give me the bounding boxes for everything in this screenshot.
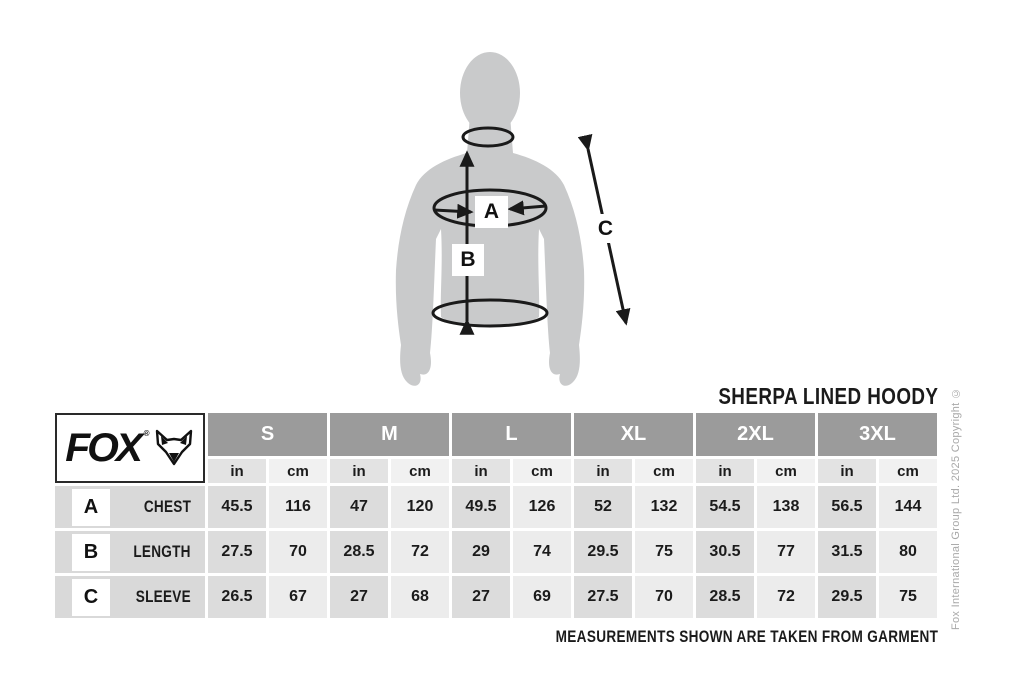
value-cell: 47 [330, 486, 388, 528]
unit-header-cm: cm [269, 459, 327, 483]
row-key-c: C [72, 579, 110, 616]
value-cell: 30.5 [696, 531, 754, 573]
row-header-length [55, 531, 205, 573]
page-title: SHERPA LINED HOODY [717, 383, 938, 409]
unit-header-in: in [208, 459, 266, 483]
size-header-l: L [452, 413, 571, 456]
value-cell: 70 [635, 576, 693, 618]
fox-logo [55, 413, 205, 483]
value-cell: 49.5 [452, 486, 510, 528]
value-cell: 28.5 [696, 576, 754, 618]
value-cell: 26.5 [208, 576, 266, 618]
registered-mark: ® [143, 429, 150, 438]
value-cell: 74 [513, 531, 571, 573]
value-cell: 126 [513, 486, 571, 528]
diagram-label-a-text: A [483, 200, 500, 223]
value-cell: 27 [330, 576, 388, 618]
value-cell: 80 [879, 531, 937, 573]
value-cell: 27.5 [208, 531, 266, 573]
unit-header-in: in [818, 459, 876, 483]
value-cell: 132 [635, 486, 693, 528]
unit-header-cm: cm [757, 459, 815, 483]
value-cell: 68 [391, 576, 449, 618]
value-cell: 52 [574, 486, 632, 528]
value-cell: 72 [391, 531, 449, 573]
value-cell: 116 [269, 486, 327, 528]
unit-header-cm: cm [391, 459, 449, 483]
unit-header-in: in [452, 459, 510, 483]
value-cell: 56.5 [818, 486, 876, 528]
unit-header-in: in [574, 459, 632, 483]
diagram-label-a [475, 196, 508, 228]
value-cell: 27.5 [574, 576, 632, 618]
value-cell: 120 [391, 486, 449, 528]
value-cell: 45.5 [208, 486, 266, 528]
fox-head-icon [154, 429, 194, 467]
row-label-length: LENGTH [133, 542, 191, 561]
diagram-label-b [452, 244, 484, 276]
unit-header-in: in [696, 459, 754, 483]
value-cell: 70 [269, 531, 327, 573]
value-cell: 31.5 [818, 531, 876, 573]
diagram-label-c-text: C [597, 216, 614, 240]
row-header-sleeve [55, 576, 205, 618]
value-cell: 72 [757, 576, 815, 618]
row-header-chest [55, 486, 205, 528]
measurement-note: MEASUREMENTS SHOWN ARE TAKEN FROM GARMENT [555, 627, 938, 646]
value-cell: 28.5 [330, 531, 388, 573]
diagram-label-c [592, 214, 619, 243]
unit-header-in: in [330, 459, 388, 483]
value-cell: 29.5 [818, 576, 876, 618]
value-cell: 29 [452, 531, 510, 573]
diagram-label-b-text: B [460, 248, 476, 271]
unit-header-cm: cm [635, 459, 693, 483]
unit-header-cm: cm [513, 459, 571, 483]
size-header-s: S [208, 413, 327, 456]
row-key-b: B [72, 534, 110, 571]
value-cell: 29.5 [574, 531, 632, 573]
value-cell: 75 [635, 531, 693, 573]
size-chart-table [55, 413, 937, 618]
row-label-chest: CHEST [143, 497, 191, 516]
value-cell: 27 [452, 576, 510, 618]
row-key-a: A [72, 489, 110, 526]
value-cell: 67 [269, 576, 327, 618]
size-header-3xl: 3XL [818, 413, 937, 456]
size-header-xl: XL [574, 413, 693, 456]
value-cell: 144 [879, 486, 937, 528]
value-cell: 138 [757, 486, 815, 528]
value-cell: 75 [879, 576, 937, 618]
chest-arrow-left [434, 210, 471, 212]
copyright-text: Fox International Group Ltd. 2025 Copyright © [950, 386, 962, 630]
row-label-sleeve: SLEEVE [135, 587, 191, 606]
size-header-2xl: 2XL [696, 413, 815, 456]
measurement-diagram [370, 25, 670, 395]
fox-logo-text: FOX [65, 426, 141, 470]
size-header-m: M [330, 413, 449, 456]
value-cell: 54.5 [696, 486, 754, 528]
value-cell: 69 [513, 576, 571, 618]
value-cell: 77 [757, 531, 815, 573]
torso-silhouette-graphic [370, 25, 670, 395]
unit-header-cm: cm [879, 459, 937, 483]
